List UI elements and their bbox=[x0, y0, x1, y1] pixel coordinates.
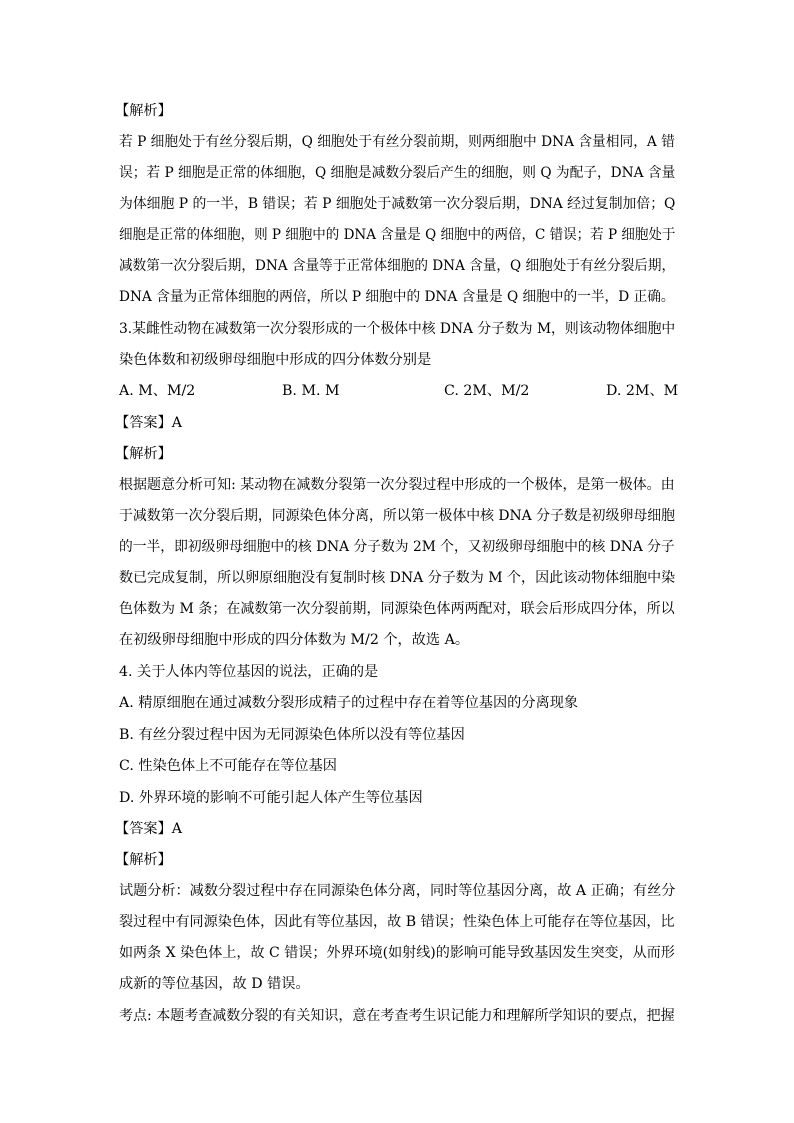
q4-answer: 【答案】A bbox=[115, 821, 182, 837]
q3-stem-line: 染色体数和初级卵母细胞中形成的四分体数分别是 bbox=[119, 352, 432, 368]
q2-analysis-line: 细胞是正常的体细胞，则 P 细胞中的 DNA 含量是 Q 细胞中的两倍，C 错误；若 P 细胞处于 bbox=[119, 227, 676, 243]
q3-answer: 【答案】A bbox=[115, 415, 182, 431]
q2-analysis-line: DNA 含量为正常体细胞的两倍，所以 P 细胞中的 DNA 含量是 Q 细胞中的一半，D 正确。 bbox=[119, 289, 675, 305]
q4-analysis-line: 试题分析：减数分裂过程中存在同源染色体分离，同时等位基因分离，故 A 正确；有丝分 bbox=[119, 883, 676, 899]
q4-option-d: D. 外界环境的影响不可能引起人体产生等位基因 bbox=[119, 790, 423, 806]
q3-stem-line: 3.某雌性动物在减数第一次分裂形成的一个极体中核 DNA 分子数为 M，则该动物体细胞中 bbox=[119, 321, 676, 337]
q3-analysis-line: 于减数第一次分裂后期，同源染色体分离，所以第一极体中核 DNA 分子数是初级卵母细胞 bbox=[119, 508, 676, 524]
q3-analysis-label: 【解析】 bbox=[115, 446, 172, 462]
q4-kaodian: 考点: 本题考查减数分裂的有关知识，意在考查考生识记能力和理解所学知识的要点，把握 bbox=[119, 1008, 675, 1024]
q4-analysis-label: 【解析】 bbox=[115, 852, 172, 868]
q3-analysis-line: 色体数为 M 条；在减数第一次分裂前期，同源染色体两两配对，联会后形成四分体，所以 bbox=[119, 601, 675, 617]
q3-analysis-line: 在初级卵母细胞中形成的四分体数为 M/2 个，故选 A。 bbox=[119, 632, 470, 648]
q3-option-b: B. M. M bbox=[282, 383, 340, 399]
q3-option-c: C. 2M、M/2 bbox=[444, 383, 530, 399]
q2-analysis-line: 误；若 P 细胞是正常的体细胞，Q 细胞是减数分裂后产生的细胞，则 Q 为配子，DNA 含量 bbox=[119, 165, 676, 181]
q2-analysis-line: 为体细胞 P 的一半，B 错误；若 P 细胞处于减数第一次分裂后期，DNA 经过复制加倍；Q bbox=[119, 196, 676, 212]
q3-analysis-line: 根据题意分析可知: 某动物在减数分裂第一次分裂过程中形成的一个极体，是第一极体。由 bbox=[119, 477, 675, 493]
q4-option-b: B. 有丝分裂过程中因为无同源染色体所以没有等位基因 bbox=[119, 727, 465, 743]
q4-analysis-line: 如两条 X 染色体上，故 C 错误；外界环境(如射线)的影响可能导致基因发生突变，从而形 bbox=[119, 945, 675, 961]
q2-analysis-line: 减数第一次分裂后期，DNA 含量等于正常体细胞的 DNA 含量，Q 细胞处于有丝分裂后期， bbox=[119, 258, 676, 274]
q4-option-a: A. 精原细胞在通过减数分裂形成精子的过程中存在着等位基因的分离现象 bbox=[119, 695, 579, 711]
q2-analysis-label: 【解析】 bbox=[115, 103, 172, 119]
q3-analysis-line: 的一半，即初级卵母细胞中的核 DNA 分子数为 2M 个，又初级卵母细胞中的核 DNA 分子 bbox=[119, 539, 675, 555]
q4-analysis-line: 成新的等位基因，故 D 错误。 bbox=[119, 976, 310, 992]
q3-analysis-line: 数已完成复制，所以卵原细胞没有复制时核 DNA 分子数为 M 个，因此该动物体细胞中染 bbox=[119, 570, 676, 586]
q4-option-c: C. 性染色体上不可能存在等位基因 bbox=[119, 758, 337, 774]
q4-stem: 4. 关于人体内等位基因的说法，正确的是 bbox=[119, 664, 379, 680]
q3-option-a: A. M、M/2 bbox=[119, 383, 196, 399]
q3-option-d: D. 2M、M bbox=[606, 383, 679, 399]
q4-analysis-line: 裂过程中有同源染色体，因此有等位基因，故 B 错误；性染色体上可能存在等位基因，比 bbox=[119, 914, 675, 930]
q2-analysis-line: 若 P 细胞处于有丝分裂后期，Q 细胞处于有丝分裂前期，则两细胞中 DNA 含量相同，A 错 bbox=[119, 134, 675, 150]
